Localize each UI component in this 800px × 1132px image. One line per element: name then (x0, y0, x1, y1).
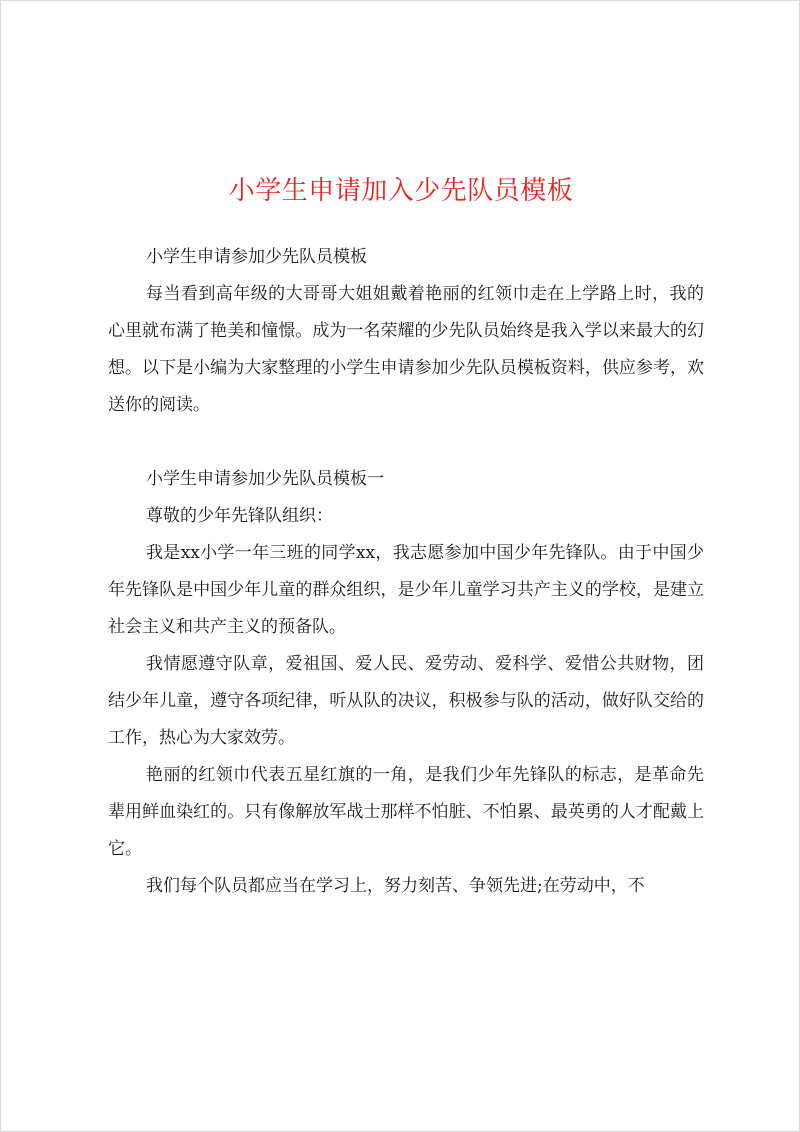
paragraph-body-3: 艳丽的红领巾代表五星红旗的一角，是我们少年先锋队的标志，是革命先辈用鲜血染红的。只有像解放军战士那样不怕脏、不怕累、最英勇的人才配戴上它。 (108, 765, 704, 859)
document-body (108, 239, 704, 905)
paragraph-spacer (108, 424, 704, 461)
paragraph-template-heading: 小学生申请参加少先队员模板一 (146, 469, 384, 489)
document-title: 小学生申请加入少先队员模板 (228, 176, 574, 206)
paragraph-intro: 每当看到高年级的大哥哥大姐姐戴着艳丽的红领巾走在上学路上时，我的心里就布满了艳美和憧憬。成为一名荣耀的少先队员始终是我入学以来最大的幻想。以下是小编为大家整理的小学生申请参加少先队员模板资料，供应参考，欢送你的阅读。 (108, 284, 704, 415)
paragraph-body-4: 我们每个队员都应当在学习上，努力刻苦、争领先进;在劳动中，不 (146, 876, 645, 896)
paragraph-salutation: 尊敬的少年先锋队组织： (146, 506, 333, 526)
paragraph-intro-heading: 小学生申请参加少先队员模板 (146, 247, 367, 267)
paragraph-body-1: 我是xx小学一年三班的同学xx，我志愿参加中国少年先锋队。由于中国少年先锋队是中国少年儿童的群众组织，是少年儿童学习共产主义的学校，是建立社会主义和共产主义的预备队。 (108, 543, 704, 637)
paragraph-body-2: 我情愿遵守队章，爱祖国、爱人民、爱劳动、爱科学、爱惜公共财物，团结少年儿童，遵守各项纪律，听从队的决议，积极参与队的活动，做好队交给的工作，热心为大家效劳。 (108, 654, 704, 748)
